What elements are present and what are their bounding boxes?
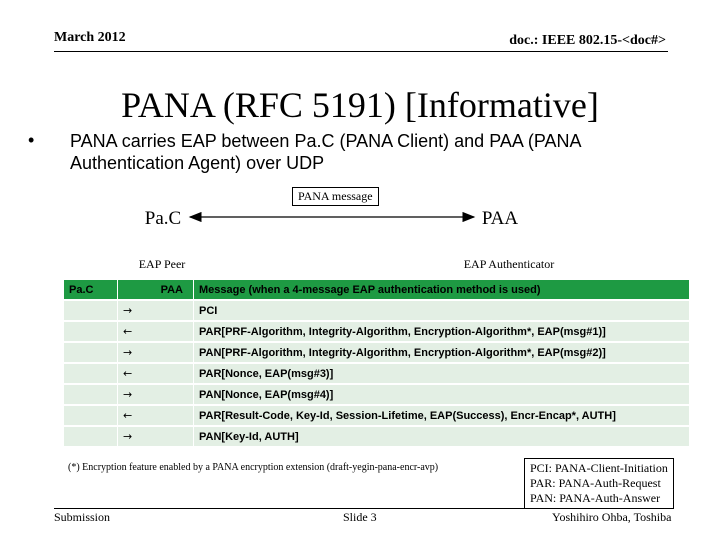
direction-arrow: ← (118, 363, 194, 384)
legend-item: PCI: PANA-Client-Initiation (530, 461, 668, 475)
table-row (64, 321, 690, 342)
message-cell: PAN[Nonce, EAP(msg#4)] (194, 384, 690, 405)
diagram-pac-label: Pa.C (144, 208, 182, 229)
table-row (64, 384, 690, 405)
header-pac: Pa.C (64, 280, 118, 301)
header-message: Message (when a 4-message EAP authentication method is used) (194, 280, 690, 301)
direction-arrow: → (118, 342, 194, 363)
direction-arrow: → (118, 426, 194, 447)
table-row (64, 300, 690, 321)
diagram-paa-label: PAA (481, 208, 519, 229)
footer-submission: Submission (54, 510, 111, 524)
table-row (64, 342, 690, 363)
message-cell: PAR[PRF-Algorithm, Integrity-Algorithm, Encryption-Algorithm*, EAP(msg#1)] (194, 321, 690, 342)
message-cell: PCI (194, 300, 690, 321)
footer-slide-number: Slide 3 (343, 510, 377, 524)
encryption-footnote: (*) Encryption feature enabled by a PANA encryption extension (draft-yegin-pana-encr-avp) (68, 462, 439, 473)
direction-arrow: ← (118, 321, 194, 342)
table-row (64, 405, 690, 426)
direction-arrow: → (118, 300, 194, 321)
eap-peer-label: EAP Peer (138, 257, 186, 271)
table-row (64, 426, 690, 447)
message-cell: PAN[PRF-Algorithm, Integrity-Algorithm, Encryption-Algorithm*, EAP(msg#2)] (194, 342, 690, 363)
message-cell: PAR[Nonce, EAP(msg#3)] (194, 363, 690, 384)
message-cell: PAR[Result-Code, Key-Id, Session-Lifetime, EAP(Success), Encr-Encap*, AUTH] (194, 405, 690, 426)
header-divider (54, 51, 668, 52)
eap-authenticator-label: EAP Authenticator (463, 257, 555, 271)
footer-author: Yoshihiro Ohba, Toshiba (552, 510, 672, 524)
legend-item: PAN: PANA-Auth-Answer (530, 491, 661, 505)
legend-item: PAR: PANA-Auth-Request (530, 476, 661, 490)
slide-title: PANA (RFC 5191) [Informative] (121, 85, 599, 125)
direction-arrow: ← (118, 405, 194, 426)
direction-arrow: → (118, 384, 194, 405)
bullet-text: PANA carries EAP between Pa.C (PANA Client) and PAA (PANA Authentication Agent) over UDP (70, 131, 581, 173)
footer-divider (54, 508, 668, 509)
header-date: March 2012 (54, 30, 126, 45)
abbreviation-legend (524, 458, 674, 509)
pana-message-box: PANA message (292, 187, 379, 206)
table-header-row (64, 280, 690, 301)
table-row (64, 363, 690, 384)
bullet-marker: • (28, 130, 35, 150)
header-doc-id: doc.: IEEE 802.15-<doc#> (509, 33, 666, 48)
message-flow-table (63, 279, 690, 448)
header-paa: PAA (118, 280, 194, 301)
message-cell: PAN[Key-Id, AUTH] (194, 426, 690, 447)
